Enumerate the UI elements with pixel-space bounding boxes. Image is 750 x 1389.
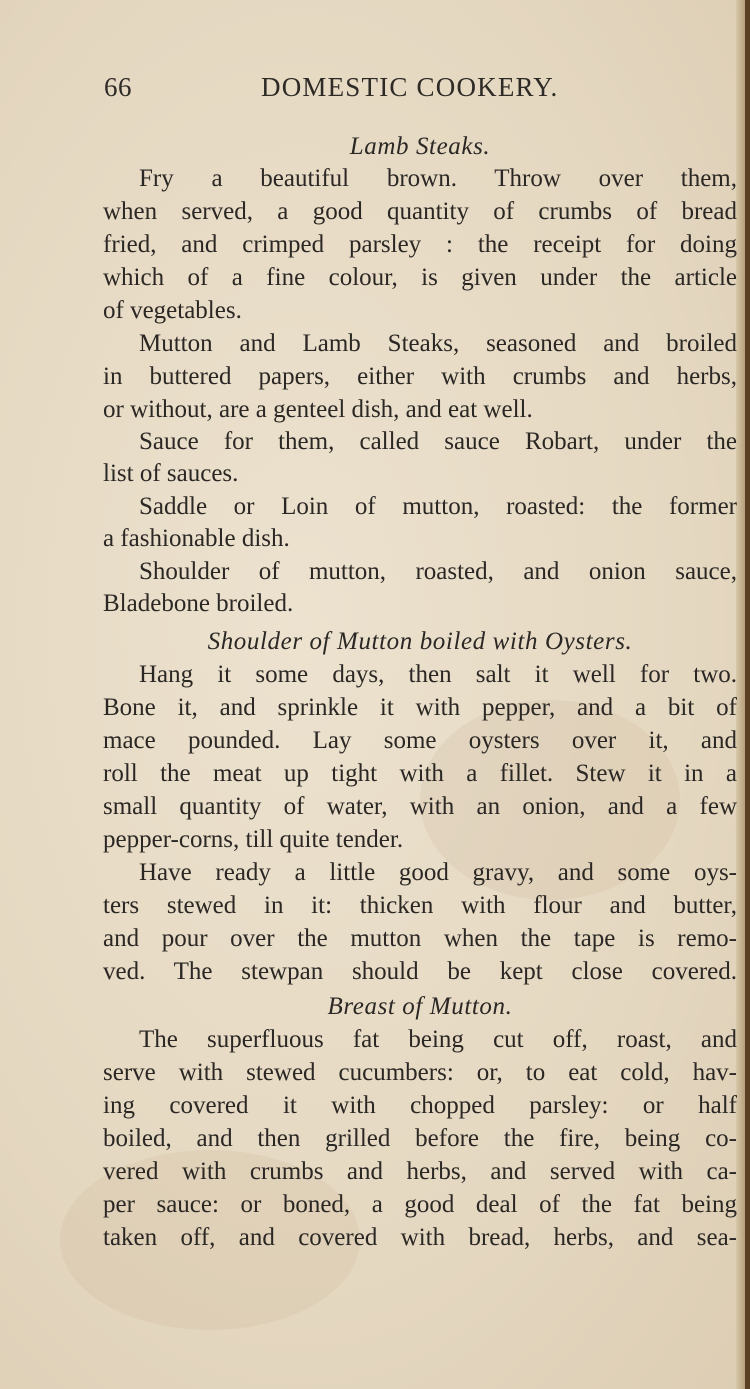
text-line: vered with crumbs and herbs, and served with ca- [103,1158,737,1185]
text-line: in buttered papers, either with crumbs and herbs, [103,363,737,390]
section-heading-lamb-steaks: Lamb Steaks. [349,133,491,160]
text-line: per sauce: or boned, a good deal of the fat being [103,1191,737,1218]
section-heading-shoulder-oysters: Shoulder of Mutton boiled with Oysters. [207,628,633,655]
text-line: small quantity of water, with an onion, and a few [103,793,737,820]
text-line: Fry a beautiful brown. Throw over them, [139,165,737,192]
page-number: 66 [104,72,132,102]
text-line: Saddle or Loin of mutton, roasted: the former [139,493,737,520]
text-line: Have ready a little good gravy, and some oys- [139,859,737,886]
text-line: boiled, and then grilled before the fire, being co- [103,1125,737,1152]
text-line: and pour over the mutton when the tape is remo- [103,925,737,952]
page-header [104,72,614,112]
text-line: which of a fine colour, is given under the article [103,264,737,291]
text-line: a fashionable dish. [103,525,290,552]
text-line: roll the meat up tight with a fillet. Stew it in a [103,760,737,787]
text-line: Sauce for them, called sauce Robart, under the [139,428,737,455]
section-heading-breast-mutton: Breast of Mutton. [327,993,513,1020]
text-line: Shoulder of mutton, roasted, and onion sauce, [139,558,737,585]
text-line: of vegetables. [103,297,242,324]
text-line: ved. The stewpan should be kept close covered. [103,958,737,985]
text-line: serve with stewed cucumbers: or, to eat cold, hav- [103,1059,737,1086]
text-line: Mutton and Lamb Steaks, seasoned and broiled [139,330,737,357]
text-line: ters stewed in it: thicken with flour and butter, [103,892,737,919]
text-line: ing covered it with chopped parsley: or half [103,1092,737,1119]
book-spine-edge [745,0,750,1389]
text-line: pepper-corns, till quite tender. [103,826,404,853]
text-line: The superfluous fat being cut off, roast, and [139,1026,737,1053]
text-line: fried, and crimped parsley : the receipt for doing [103,231,737,258]
text-line: Hang it some days, then salt it well for two. [139,661,737,688]
text-line: or without, are a genteel dish, and eat well. [103,396,533,423]
text-line: mace pounded. Lay some oysters over it, and [103,727,737,754]
text-line: taken off, and covered with bread, herbs, and sea- [103,1224,737,1251]
running-title: DOMESTIC COOKERY. [261,72,559,102]
text-line: when served, a good quantity of crumbs of bread [103,198,737,225]
text-line: Bladebone broiled. [103,590,294,617]
text-line: list of sauces. [103,460,239,487]
text-line: Bone it, and sprinkle it with pepper, and a bit of [103,694,737,721]
